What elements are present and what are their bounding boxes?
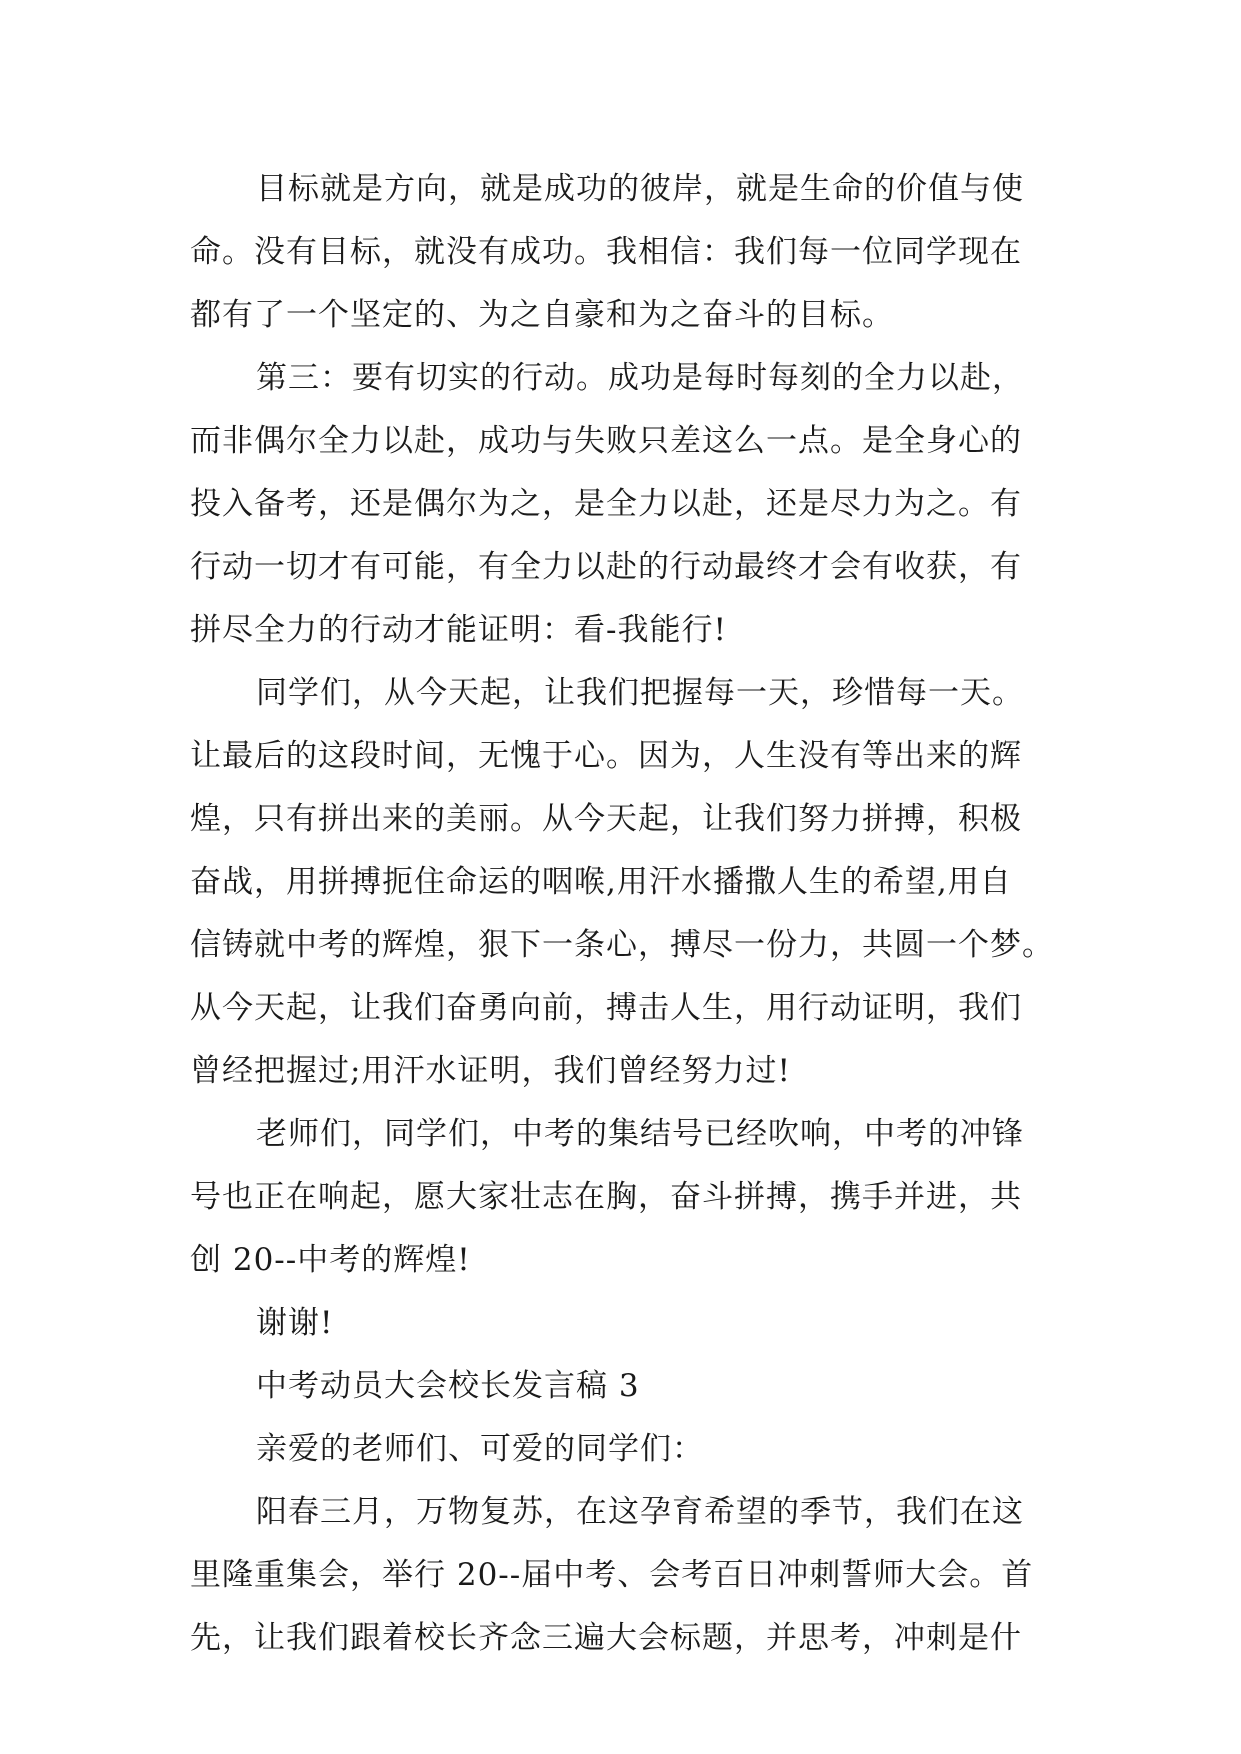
salutation: 亲爱的老师们、可爱的同学们： [256, 1431, 704, 1467]
paragraph-line: 第三：要有切实的行动。成功是每时每刻的全力以赴， [256, 360, 1024, 396]
document-body [190, 158, 1070, 1670]
paragraph-line: 里隆重集会，举行 20--届中考、会考百日冲刺誓师大会。首 [190, 1557, 1034, 1593]
paragraph-line: 信铸就中考的辉煌，狠下一条心，搏尽一份力，共圆一个梦。 [190, 927, 1054, 963]
paragraph-line: 先，让我们跟着校长齐念三遍大会标题，并思考，冲刺是什 [190, 1620, 1022, 1656]
paragraph-line: 命。没有目标，就没有成功。我相信：我们每一位同学现在 [190, 234, 1022, 270]
paragraph-line: 投入备考，还是偶尔为之，是全力以赴，还是尽力为之。有 [190, 486, 1022, 522]
paragraph-line: 号也正在响起，愿大家壮志在胸，奋斗拼搏，携手并进，共 [190, 1179, 1022, 1215]
paragraph-line: 都有了一个坚定的、为之自豪和为之奋斗的目标。 [190, 297, 894, 333]
closing-thanks: 谢谢! [256, 1305, 334, 1341]
paragraph-line: 曾经把握过;用汗水证明，我们曾经努力过! [190, 1053, 791, 1089]
paragraph-line: 同学们，从今天起，让我们把握每一天，珍惜每一天。 [256, 675, 1024, 711]
paragraph-line: 从今天起，让我们奋勇向前，搏击人生，用行动证明，我们 [190, 990, 1022, 1026]
paragraph-line: 而非偶尔全力以赴，成功与失败只差这么一点。是全身心的 [190, 423, 1022, 459]
paragraph-line: 拼尽全力的行动才能证明：看-我能行! [190, 612, 727, 648]
paragraph-line: 阳春三月，万物复苏，在这孕育希望的季节，我们在这 [256, 1494, 1024, 1530]
paragraph-line: 让最后的这段时间，无愧于心。因为，人生没有等出来的辉 [190, 738, 1022, 774]
paragraph-line: 行动一切才有可能，有全力以赴的行动最终才会有收获，有 [190, 549, 1022, 585]
paragraph-line: 老师们，同学们，中考的集结号已经吹响，中考的冲锋 [256, 1116, 1024, 1152]
section-title: 中考动员大会校长发言稿 3 [256, 1368, 640, 1404]
paragraph-line: 目标就是方向，就是成功的彼岸，就是生命的价值与使 [256, 171, 1024, 207]
paragraph-line: 煌，只有拼出来的美丽。从今天起，让我们努力拼搏，积极 [190, 801, 1022, 837]
paragraph-line: 创 20--中考的辉煌! [190, 1242, 471, 1278]
paragraph-line: 奋战，用拼搏扼住命运的咽喉,用汗水播撒人生的希望,用自 [190, 864, 1012, 900]
